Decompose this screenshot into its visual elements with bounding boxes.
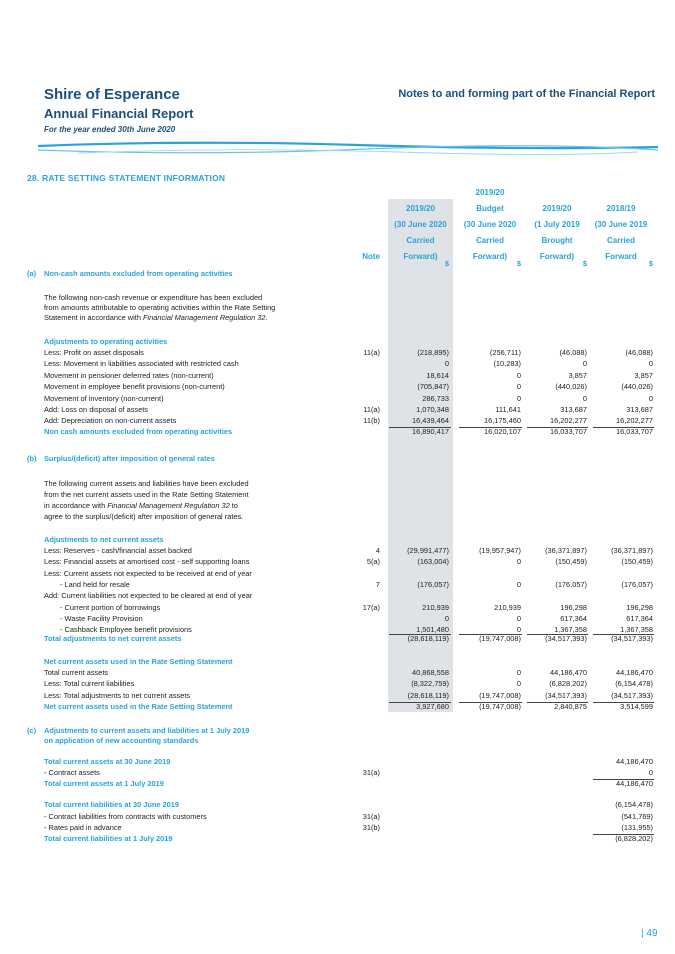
column-header-2018-19: 2018/19 (30 June 2019 Carried Forward <box>594 204 648 261</box>
row-value: (6,154,478) <box>615 800 653 809</box>
value-brought-forward: 0 <box>582 393 587 403</box>
value-2019-20: (8,322,759) <box>411 679 449 689</box>
value-budget: (19,747,008) <box>479 702 521 711</box>
total-row <box>0 702 675 712</box>
section-title: 28. RATE SETTING STATEMENT INFORMATION <box>27 173 226 183</box>
value-2019-20: 286,733 <box>422 393 449 403</box>
value-2019-20: (176,057) <box>417 579 449 589</box>
value-2018-19: 0 <box>648 359 653 369</box>
row-note: 11(a) <box>363 405 380 414</box>
table-row <box>0 603 675 613</box>
row-label: Less: Total current liabilities <box>44 679 135 689</box>
value-2018-19: 1,367,358 <box>620 625 653 635</box>
row-label: Total current liabilities at 1 July 2019 <box>44 834 173 843</box>
value-brought-forward: (176,057) <box>555 579 587 589</box>
row-label: Add: Current liabilities not expected to be cleared at end of year <box>44 591 253 601</box>
value-brought-forward: 196,298 <box>560 602 587 612</box>
value-2019-20: 18,614 <box>426 370 449 380</box>
table-row <box>0 614 675 624</box>
value-2018-19: (34,517,393) <box>611 690 653 700</box>
value-2019-20: 0 <box>444 359 449 369</box>
value-2018-19: 16,033,707 <box>616 427 653 436</box>
value-2018-19: 617,364 <box>626 613 653 623</box>
value-budget: (19,747,008) <box>479 634 521 643</box>
value-brought-forward: (440,026) <box>555 382 587 392</box>
row-value: (131,955) <box>621 823 653 832</box>
value-budget: 111,641 <box>495 405 521 414</box>
value-brought-forward: (36,371,897) <box>545 546 587 555</box>
value-2018-19: (150,459) <box>621 557 653 567</box>
value-budget: 0 <box>516 625 521 635</box>
table-row <box>0 416 675 426</box>
value-brought-forward: 44,186,470 <box>550 668 587 677</box>
row-label: Less: Current assets not expected to be received at end of year <box>44 568 252 578</box>
value-2019-20: 40,868,558 <box>412 668 449 677</box>
row-label: - Contract liabilities from contracts with customers <box>44 812 207 821</box>
row-note: 31(b) <box>362 823 380 832</box>
row-value: 44,186,470 <box>616 779 653 788</box>
column-header-2019-20-actual: 2019/20 (30 June 2020 Carried Forward) <box>394 204 447 261</box>
row-note: 31(a) <box>362 812 380 821</box>
organisation-name: Shire of Esperance <box>44 86 180 103</box>
table-row <box>0 405 675 415</box>
table-row <box>0 382 675 392</box>
header-wave-decoration <box>38 138 658 160</box>
column-header-note: Note <box>362 252 380 261</box>
value-budget: 0 <box>516 668 521 677</box>
part-a-para-line: from amounts attributable to operating activities within the Rate Setting <box>44 303 276 312</box>
total-rule <box>593 834 654 835</box>
row-label: - Cashback Employee benefit provisions <box>60 625 192 635</box>
value-2018-19: (36,371,897) <box>611 546 653 555</box>
row-label: Less: Movement in liabilities associated with restricted cash <box>44 359 239 369</box>
value-brought-forward: (46,088) <box>559 348 587 357</box>
value-budget: 0 <box>516 370 521 380</box>
notes-title: Notes to and forming part of the Financial Report <box>398 88 655 100</box>
row-note: 7 <box>375 579 380 589</box>
value-2018-19: (46,088) <box>625 348 653 357</box>
row-note: 17(a) <box>362 602 380 612</box>
table-row <box>0 371 675 381</box>
value-2019-20: 1,070,348 <box>416 405 449 414</box>
table-row <box>0 757 675 767</box>
table-row <box>0 779 675 789</box>
value-2018-19: 16,202,277 <box>616 416 653 426</box>
table-row <box>0 834 675 844</box>
table-row <box>0 812 675 822</box>
part-b-para-line: The following current assets and liabilities have been excluded <box>44 479 249 488</box>
table-row <box>0 679 675 689</box>
value-2019-20: (28,618,119) <box>407 690 449 700</box>
table-row <box>0 823 675 833</box>
row-label: Total current assets at 30 June 2019 <box>44 757 171 766</box>
value-brought-forward: 0 <box>582 359 587 369</box>
part-a-adjustments-heading: Adjustments to operating activities <box>44 337 168 346</box>
value-brought-forward: (34,517,393) <box>545 690 587 700</box>
value-2018-19: 44,186,470 <box>616 668 653 677</box>
row-label: Movement in pensioner deferred rates (non-current) <box>44 370 214 380</box>
row-note: 11(a) <box>363 348 380 357</box>
row-label: Movement in employee benefit provisions (non-current) <box>44 382 225 392</box>
value-brought-forward: 2,840,875 <box>554 702 587 711</box>
value-budget: 0 <box>516 557 521 567</box>
total-row <box>0 634 675 644</box>
total-label: Total adjustments to net current assets <box>44 634 182 643</box>
value-2018-19: (6,154,478) <box>615 679 653 689</box>
report-period: For the year ended 30th June 2020 <box>44 125 176 134</box>
value-brought-forward: (34,517,393) <box>545 634 587 643</box>
value-brought-forward: 313,687 <box>560 405 587 414</box>
row-value: 0 <box>648 768 653 777</box>
value-2018-19: 196,298 <box>626 602 653 612</box>
row-note: 11(b) <box>363 416 380 426</box>
row-label: - Current portion of borrowings <box>60 602 161 612</box>
row-note: 4 <box>375 546 380 555</box>
value-2019-20: 3,927,680 <box>416 702 449 711</box>
row-label: - Rates paid in advance <box>44 823 122 832</box>
value-2018-19: (440,026) <box>621 382 653 392</box>
value-budget: 16,175,460 <box>484 416 521 426</box>
value-2018-19: 0 <box>648 393 653 403</box>
value-budget: (19,747,008) <box>479 690 521 700</box>
table-row <box>0 800 675 810</box>
value-2019-20: 0 <box>444 613 449 623</box>
value-2019-20: (29,991,477) <box>407 546 449 555</box>
value-2019-20: 16,439,464 <box>412 416 449 426</box>
value-2018-19: 3,857 <box>634 370 653 380</box>
part-a-heading: (a) Non-cash amounts excluded from operating activities <box>27 269 233 278</box>
table-row <box>0 668 675 678</box>
row-label: - Waste Facility Provision <box>60 613 143 623</box>
table-row <box>0 359 675 369</box>
row-label: Movement of inventory (non-current) <box>44 393 164 403</box>
page-number: | 49 <box>641 928 658 939</box>
part-a-para-line: The following non-cash revenue or expenditure has been excluded <box>44 293 263 302</box>
table-row <box>0 394 675 404</box>
part-b-para-line: agree to the surplus/(deficit) after imposition of general rates. <box>44 512 244 521</box>
value-2019-20: 1,501,480 <box>416 625 449 635</box>
report-title: Annual Financial Report <box>44 106 194 121</box>
value-budget: 0 <box>516 382 521 392</box>
table-row <box>0 691 675 701</box>
column-header-2019-20-budget: 2019/20 Budget (30 June 2020 Carried Forward) <box>463 188 517 261</box>
value-brought-forward: 1,367,358 <box>554 625 587 635</box>
value-budget: 210,939 <box>494 602 521 612</box>
part-b-heading: (b) Surplus/(deficit) after imposition of general rates <box>27 454 215 463</box>
part-b-para-line: from the net current assets used in the Rate Setting Statement <box>44 490 249 499</box>
net-current-assets-heading: Net current assets used in the Rate Setting Statement <box>44 657 233 666</box>
table-row <box>0 569 675 579</box>
total-rule <box>593 779 654 780</box>
row-value: 44,186,470 <box>616 757 653 766</box>
value-2018-19: 3,514,599 <box>620 702 653 711</box>
value-brought-forward: (150,459) <box>555 557 587 567</box>
value-budget: 0 <box>516 393 521 403</box>
column-header-2019-20-brought-forward: 2019/20 (1 July 2019 Brought Forward) <box>534 204 580 261</box>
row-label: Less: Total adjustments to net current assets <box>44 690 191 700</box>
row-label: Total current liabilities at 30 June 2019 <box>44 800 179 809</box>
part-c-heading-line2: on application of new accounting standards <box>44 736 199 745</box>
row-label: Less: Financial assets at amortised cost - self supporting loans <box>44 557 250 567</box>
row-label: Total current assets <box>44 668 109 677</box>
table-row <box>0 580 675 590</box>
row-label: Add: Loss on disposal of assets <box>44 405 148 414</box>
value-brought-forward: 3,857 <box>568 370 587 380</box>
value-budget: 16,020,107 <box>484 427 521 436</box>
row-label: - Land held for resale <box>60 579 130 589</box>
row-value: (6,828,202) <box>615 834 653 843</box>
row-label: Less: Reserves - cash/financial asset backed <box>44 546 192 555</box>
value-2019-20: (705,847) <box>417 382 449 392</box>
value-2019-20: 16,890,417 <box>412 427 449 436</box>
value-brought-forward: 16,033,707 <box>550 427 587 436</box>
total-label: Net current assets used in the Rate Setting Statement <box>44 702 233 711</box>
value-budget: 0 <box>516 613 521 623</box>
row-label: Less: Profit on asset disposals <box>44 348 144 357</box>
part-b-adjustments-heading: Adjustments to net current assets <box>44 535 164 544</box>
total-label: Non cash amounts excluded from operating activities <box>44 427 233 436</box>
value-brought-forward: 16,202,277 <box>550 416 587 426</box>
row-value: (541,769) <box>621 812 653 821</box>
value-budget: (10,283) <box>493 359 521 369</box>
table-row <box>0 591 675 601</box>
table-row <box>0 557 675 567</box>
value-2019-20: 210,939 <box>422 602 449 612</box>
value-2018-19: (176,057) <box>621 579 653 589</box>
part-b-para-line: in accordance with Financial Management Regulation 32 to <box>44 501 238 510</box>
table-row <box>0 348 675 358</box>
value-brought-forward: (6,828,202) <box>549 679 587 689</box>
row-label: - Contract assets <box>44 768 100 777</box>
value-budget: (256,711) <box>489 348 521 357</box>
table-row <box>0 546 675 556</box>
value-budget: (19,957,947) <box>479 546 521 555</box>
value-2018-19: 313,687 <box>626 405 653 414</box>
row-note: 31(a) <box>362 768 380 777</box>
row-label: Add: Depreciation on non-current assets <box>44 416 177 426</box>
value-budget: 0 <box>516 579 521 589</box>
value-2018-19: (34,517,393) <box>611 634 653 643</box>
part-a-para-line: Statement in accordance with Financial Management Regulation 32. <box>44 313 268 322</box>
currency-row: $ $ $ $ <box>444 259 653 268</box>
value-brought-forward: 617,364 <box>560 613 587 623</box>
value-2019-20: (28,618,119) <box>407 634 449 643</box>
value-2019-20: (163,004) <box>417 557 449 567</box>
part-c-heading: (c) Adjustments to current assets and liabilities at 1 July 2019 <box>27 726 250 735</box>
value-budget: 0 <box>516 679 521 689</box>
value-2019-20: (218,895) <box>417 348 449 357</box>
table-row <box>0 768 675 778</box>
row-label: Total current assets at 1 July 2019 <box>44 779 164 788</box>
row-note: 5(a) <box>366 557 380 567</box>
total-row <box>0 427 675 437</box>
